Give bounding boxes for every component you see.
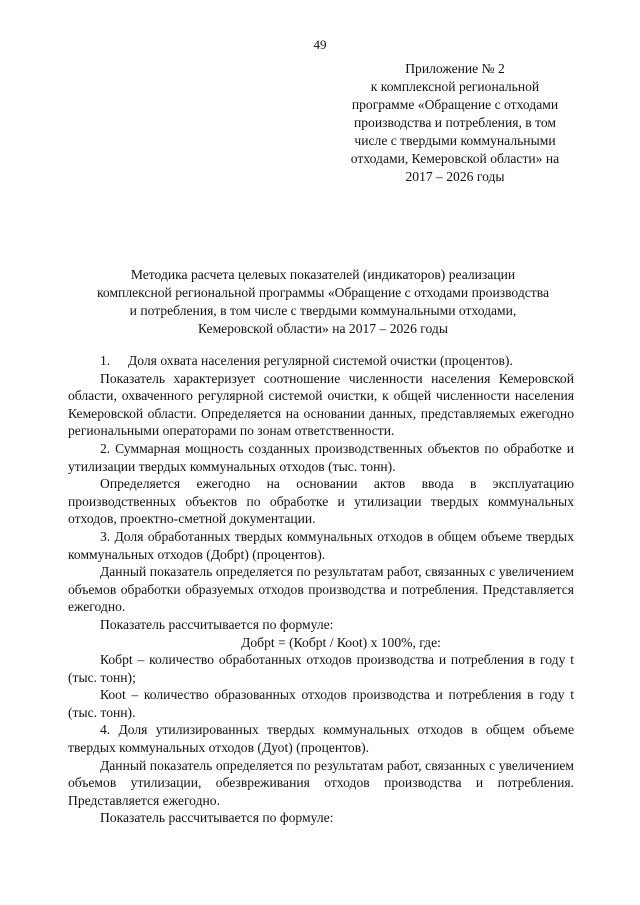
title-line: Кемеровской области» на 2017 – 2026 годы [198,321,448,336]
appendix-line: производства и потребления, в том [353,115,557,130]
paragraph-item-3: 3. Доля обработанных твердых коммунальных отходов в общем объеме твердых коммунальных отходов (Добрt) (процентов). [68,528,574,562]
appendix-header [336,60,574,186]
paragraph-item-1 [68,352,574,370]
paragraph: Данный показатель определяется по результатам работ, связанных с увеличением объемов утилизации, обезвреживания отходов производства и потребления. Представляется ежегодно. [68,757,574,808]
appendix-line: к комплексной региональной [370,79,540,94]
paragraph-item-2: 2. Суммарная мощность созданных производственных объектов по обработке и утилизации твердых коммунальных отходов (тыс. тонн). [68,440,574,474]
appendix-line: отходами, Кемеровской области» на [350,151,560,166]
appendix-line: 2017 – 2026 годы [405,169,505,184]
paragraph: Показатель рассчитывается по формуле: [100,616,334,632]
paragraph: Показатель характеризует соотношение численности населения Кемеровской области, охваченного регулярной системой очистки, к общей численности населения Кемеровской области. Определяется на основании данных, представляемых ежегодно региональными операторами по зонам ответственности. [68,370,574,439]
document-body [68,352,574,827]
appendix-line: числе с твердыми коммунальными [354,133,556,148]
title-line: Методика расчета целевых показателей (индикаторов) реализации [130,267,516,282]
title-line: комплексной региональной программы «Обращение с отходами производства [97,285,549,300]
paragraph: Данный показатель определяется по результатам работ, связанных с увеличением объемов обработки образуемых отходов производства и потребления. Представляется ежегодно. [68,564,574,615]
appendix-line: программе «Обращение с отходами [351,97,559,112]
methodology-title [68,266,578,338]
page-number: 49 [313,37,327,52]
paragraph: Кобрt – количество обработанных отходов производства и потребления в году t (тыс. тонн); [68,652,574,685]
paragraph-item-4: 4. Доля утилизированных твердых коммунальных отходов в общем объеме твердых коммунальных отходов (Дуоt) (процентов). [68,722,574,756]
paragraph: Определяется ежегодно на основании актов ввода в эксплуатацию производственных объектов по обработке и утилизации твердых коммунальных отходов, проектно-сметной документации. [68,476,574,527]
paragraph-text: Доля охвата населения регулярной системой очистки (процентов). [128,353,513,368]
paragraph: Показатель рассчитывается по формуле: [100,810,334,826]
appendix-line: Приложение № 2 [405,61,505,76]
item-number: 1. [100,353,111,368]
paragraph: Кооt – количество образованных отходов производства и потребления в году t (тыс. тонн). [68,687,574,720]
formula: Добрt = (Кобрt / Кооt) х 100%, где: [241,634,441,650]
title-line: и потребления, в том числе с твердыми коммунальными отходами, [129,303,517,318]
